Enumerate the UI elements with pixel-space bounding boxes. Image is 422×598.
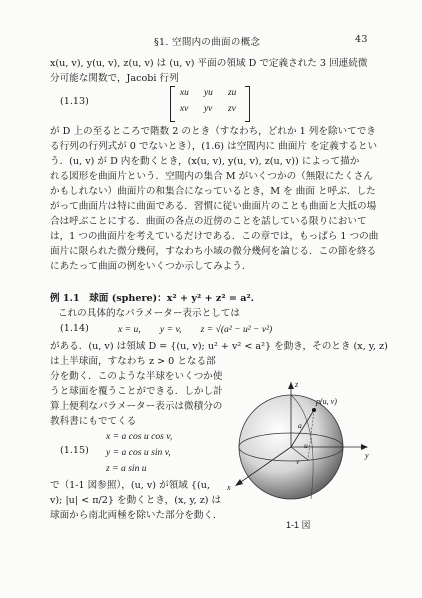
text-line: れる図形を曲面片という．空間内の集合 M がいくつかの（無限にたくさん xyxy=(50,171,373,182)
text-line: うと球面を覆うことができる．しかし計 xyxy=(50,386,223,397)
matrix-left-bracket xyxy=(170,86,175,122)
equation-number: (1.13) xyxy=(60,96,89,107)
text-line: る行列の行列式が 0 でないとき），(1.6) は空間内に 曲面片 を定義するとい xyxy=(50,141,378,152)
text-line: 分を動く．このような半球をいくつか使 xyxy=(50,371,223,382)
text-line: これの具体的なパラメーター表示としては xyxy=(58,308,240,319)
figure-caption: 1-1 図 xyxy=(286,520,311,530)
text-line: かもしれない）曲面片の和集合になっているとき，M を 曲面 と呼ぶ．した xyxy=(50,186,376,197)
y-arrow xyxy=(361,444,368,450)
label-y: y xyxy=(365,451,369,460)
example-heading: 例 1.1 球面 (sphere)：x² + y² + z² = a². xyxy=(50,293,255,304)
text-line: がある．(u, v) は領域 D = {(u, v); u² + v² < a²} を動き，そのとき (x, y, z) xyxy=(50,341,388,352)
text-line: 面片に限られた微分幾何，すなわち小域の微分幾何を論じる．この節を終る xyxy=(50,246,377,257)
text-line: う．(u, v) が D 内を動くとき，(x(u, v), y(u, v), z(u, v)) によって描か xyxy=(50,156,360,167)
equation-number: (1.14) xyxy=(60,323,89,334)
label-a: a xyxy=(298,421,302,430)
text-line: は上半球面，すなわち z > 0 となる部 xyxy=(50,356,216,367)
equation-1-15-line: z = a sin u xyxy=(106,463,147,474)
text-line: v); |u| < π/2} を動くとき，(x, y, z) は xyxy=(50,495,222,506)
text-line: 合は呼ぶことにする．曲面の各点の近傍のことを話している限りにおいて xyxy=(50,216,367,227)
matrix-right-bracket xyxy=(245,86,250,122)
point-p xyxy=(312,408,316,412)
text-line: 教科書にもでてくる xyxy=(50,416,137,427)
equation-1-15-line: x = a cos u cos v, xyxy=(106,431,173,442)
running-header: §1. 空間内の曲面の概念 xyxy=(154,37,261,48)
text-line: x(u, v), y(u, v), z(u, v) は (u, v) 平面の領域 D で定義された 3 回連続微 xyxy=(50,58,368,69)
equation-number: (1.15) xyxy=(60,445,89,456)
matrix-cell: xv xyxy=(180,104,189,114)
z-arrow xyxy=(288,382,294,389)
label-z: z xyxy=(295,382,299,389)
matrix-cell: zv xyxy=(228,104,236,114)
sphere-figure xyxy=(216,382,376,512)
x-arrow xyxy=(235,479,243,486)
text-line: がって曲面片は特に曲面である．習慣に従い曲面片のことも曲面と大抵の場 xyxy=(50,201,377,212)
text-line: 算上便利なパラメーター表示は微積分の xyxy=(50,401,223,412)
jacobi-matrix xyxy=(170,86,250,120)
matrix-cell: xu xyxy=(180,88,189,98)
text-line: にあたって曲面の例をいくつか示してみよう． xyxy=(50,261,252,272)
text-line: が D 上の至るところで階数 2 のとき（すなわち，どれか 1 列を除いてでき xyxy=(50,126,376,137)
label-p: p(u, v) xyxy=(316,397,337,406)
matrix-cell: zu xyxy=(228,88,237,98)
equation-1-14: x = u, y = v, z = √(a² − u² − v²) xyxy=(118,324,273,335)
label-x: x xyxy=(227,483,231,492)
text-line: は，1 つの曲面片を考えているだけである．この章では，もっぱら 1 つの曲 xyxy=(50,231,379,242)
text-line: 球面から南北両極を除いた部分を動く． xyxy=(50,510,223,521)
matrix-cell: yv xyxy=(204,104,213,114)
page-number: 43 xyxy=(355,34,368,45)
label-u: u xyxy=(304,441,308,450)
text-line: で（1-1 図参照），(u, v) が領域 {(u, xyxy=(50,480,210,491)
text-line: 分可能な関数で，Jacobi 行列 xyxy=(50,73,179,84)
equation-1-15-line: y = a cos u sin v, xyxy=(106,447,171,458)
matrix-cell: yu xyxy=(204,88,213,98)
label-v: v xyxy=(296,457,300,466)
